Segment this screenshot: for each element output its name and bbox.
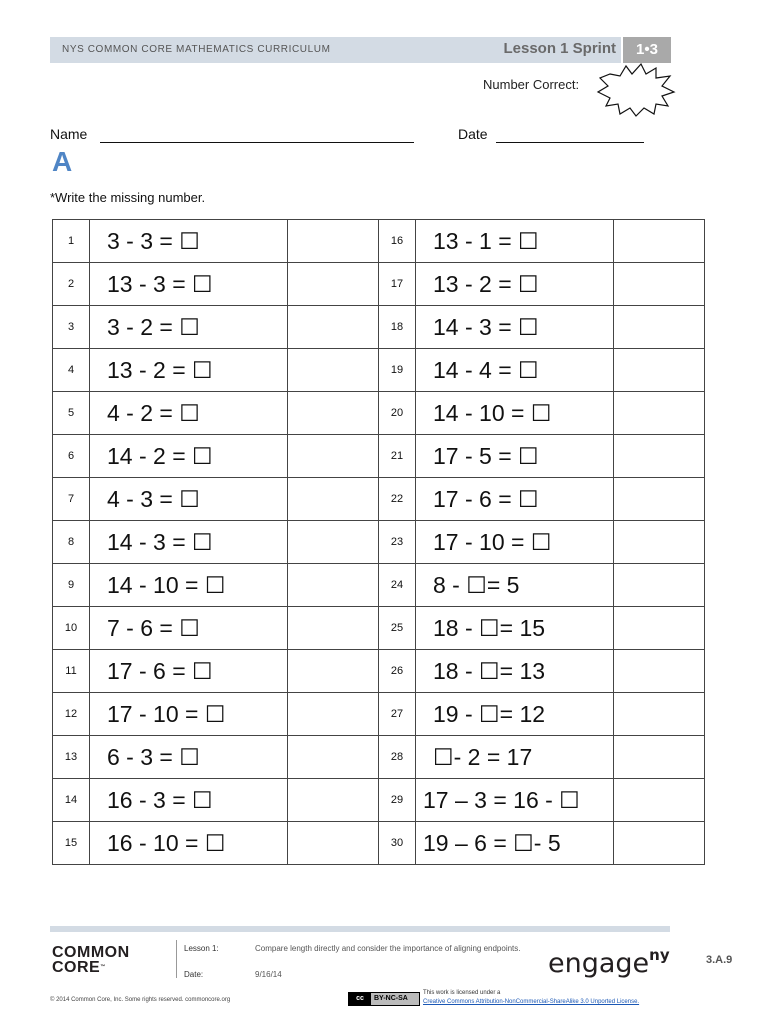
answer-cell[interactable]	[288, 306, 379, 349]
table-row	[53, 349, 705, 392]
problem-number: 17	[379, 263, 416, 306]
answer-cell[interactable]	[614, 736, 705, 779]
problem-number: 21	[379, 435, 416, 478]
table-row	[53, 435, 705, 478]
problem-expression: 14 - 3 = ☐	[90, 521, 288, 564]
problem-expression: 17 - 6 = ☐	[90, 650, 288, 693]
answer-cell[interactable]	[614, 263, 705, 306]
name-field[interactable]	[100, 142, 414, 143]
page-code: 3.A.9	[706, 954, 733, 966]
table-row	[53, 607, 705, 650]
problem-number: 27	[379, 693, 416, 736]
answer-cell[interactable]	[288, 392, 379, 435]
answer-cell[interactable]	[614, 435, 705, 478]
problem-expression: 13 - 2 = ☐	[90, 349, 288, 392]
lesson-code-badge: 1•3	[623, 37, 671, 63]
answer-cell[interactable]	[288, 263, 379, 306]
problem-expression: 7 - 6 = ☐	[90, 607, 288, 650]
problem-number: 9	[53, 564, 90, 607]
problem-number: 29	[379, 779, 416, 822]
answer-cell[interactable]	[614, 478, 705, 521]
problem-expression: 17 - 5 = ☐	[416, 435, 614, 478]
problem-number: 14	[53, 779, 90, 822]
answer-cell[interactable]	[614, 521, 705, 564]
footer-lesson-label: Lesson 1:	[184, 944, 219, 953]
answer-cell[interactable]	[614, 650, 705, 693]
problem-number: 20	[379, 392, 416, 435]
problem-number: 26	[379, 650, 416, 693]
problem-number: 13	[53, 736, 90, 779]
problem-number: 15	[53, 822, 90, 865]
problem-expression: 4 - 3 = ☐	[90, 478, 288, 521]
problem-expression: 17 - 10 = ☐	[416, 521, 614, 564]
problem-number: 4	[53, 349, 90, 392]
answer-cell[interactable]	[288, 435, 379, 478]
problem-number: 22	[379, 478, 416, 521]
problem-expression: 17 - 6 = ☐	[416, 478, 614, 521]
problem-number: 2	[53, 263, 90, 306]
answer-cell[interactable]	[288, 607, 379, 650]
problem-expression: 4 - 2 = ☐	[90, 392, 288, 435]
problem-number: 23	[379, 521, 416, 564]
problem-expression: 13 - 3 = ☐	[90, 263, 288, 306]
answer-cell[interactable]	[614, 349, 705, 392]
creative-commons-badge-icon: cc BY-NC-SA	[348, 992, 420, 1006]
table-row	[53, 220, 705, 263]
problem-expression: 16 - 10 = ☐	[90, 822, 288, 865]
problem-number: 7	[53, 478, 90, 521]
common-core-logo: COMMON CORE™	[52, 944, 130, 976]
problem-expression: 8 - ☐= 5	[416, 564, 614, 607]
answer-cell[interactable]	[614, 392, 705, 435]
problem-expression: 14 - 3 = ☐	[416, 306, 614, 349]
problem-number: 5	[53, 392, 90, 435]
table-row	[53, 263, 705, 306]
answer-cell[interactable]	[288, 693, 379, 736]
answer-cell[interactable]	[288, 822, 379, 865]
lesson-title: Lesson 1 Sprint	[503, 40, 616, 57]
license-text: This work is licensed under a	[423, 990, 501, 996]
problem-number: 8	[53, 521, 90, 564]
problem-number: 3	[53, 306, 90, 349]
name-label: Name	[50, 126, 88, 142]
starburst-score-icon	[596, 62, 676, 118]
problem-number: 10	[53, 607, 90, 650]
answer-cell[interactable]	[288, 478, 379, 521]
table-row	[53, 478, 705, 521]
table-row	[53, 736, 705, 779]
problem-number: 11	[53, 650, 90, 693]
answer-cell[interactable]	[614, 779, 705, 822]
problem-expression: 14 - 10 = ☐	[416, 392, 614, 435]
problem-expression: 19 - ☐= 12	[416, 693, 614, 736]
engageny-logo: engage$^{ny}$	[548, 946, 670, 979]
problem-number: 1	[53, 220, 90, 263]
table-row	[53, 306, 705, 349]
table-row	[53, 650, 705, 693]
problem-number: 12	[53, 693, 90, 736]
instruction-text: *Write the missing number.	[50, 190, 206, 205]
problem-expression: ☐- 2 = 17	[416, 736, 614, 779]
sprint-letter: A	[52, 146, 73, 177]
footer-date-value: 9/16/14	[255, 970, 282, 979]
table-row	[53, 392, 705, 435]
problem-expression: 13 - 1 = ☐	[416, 220, 614, 263]
date-label: Date	[458, 126, 488, 142]
problem-expression: 14 - 4 = ☐	[416, 349, 614, 392]
table-row	[53, 521, 705, 564]
curriculum-title: NYS COMMON CORE MATHEMATICS CURRICULUM	[62, 44, 331, 55]
footer-lesson-text: Compare length directly and consider the importance of aligning endpoints.	[255, 944, 521, 953]
problem-expression: 17 – 3 = 16 - ☐	[416, 779, 614, 822]
answer-cell[interactable]	[288, 650, 379, 693]
answer-cell[interactable]	[614, 306, 705, 349]
table-row	[53, 564, 705, 607]
problem-expression: 14 - 10 = ☐	[90, 564, 288, 607]
footer-divider	[176, 940, 177, 978]
problem-expression: 3 - 3 = ☐	[90, 220, 288, 263]
table-row	[53, 693, 705, 736]
table-row	[53, 822, 705, 865]
problem-number: 30	[379, 822, 416, 865]
answer-cell[interactable]	[614, 564, 705, 607]
problem-number: 19	[379, 349, 416, 392]
answer-cell[interactable]	[614, 822, 705, 865]
answer-cell[interactable]	[614, 693, 705, 736]
footer-date-label: Date:	[184, 970, 204, 979]
answer-cell[interactable]	[288, 779, 379, 822]
problem-expression: 16 - 3 = ☐	[90, 779, 288, 822]
answer-cell[interactable]	[288, 736, 379, 779]
license-link[interactable]: Creative Commons Attribution-NonCommercial-ShareAlike 3.0 Unported License.	[423, 999, 640, 1005]
sprint-table	[52, 219, 705, 865]
answer-cell[interactable]	[288, 564, 379, 607]
problem-expression: 3 - 2 = ☐	[90, 306, 288, 349]
problem-expression: 18 - ☐= 15	[416, 607, 614, 650]
problem-expression: 13 - 2 = ☐	[416, 263, 614, 306]
table-row	[53, 779, 705, 822]
problem-number: 24	[379, 564, 416, 607]
problem-number: 28	[379, 736, 416, 779]
problem-number: 25	[379, 607, 416, 650]
problem-expression: 17 - 10 = ☐	[90, 693, 288, 736]
answer-cell[interactable]	[288, 349, 379, 392]
problem-expression: 19 – 6 = ☐- 5	[416, 822, 614, 865]
problem-expression: 18 - ☐= 13	[416, 650, 614, 693]
problem-expression: 6 - 3 = ☐	[90, 736, 288, 779]
answer-cell[interactable]	[288, 220, 379, 263]
footer-rule	[50, 926, 670, 932]
answer-cell[interactable]	[614, 220, 705, 263]
problem-number: 6	[53, 435, 90, 478]
problem-expression: 14 - 2 = ☐	[90, 435, 288, 478]
problem-number: 16	[379, 220, 416, 263]
number-correct-label: Number Correct:	[483, 77, 580, 92]
copyright-text: © 2014 Common Core, Inc. Some rights reserved. commoncore.org	[50, 997, 231, 1003]
problem-number: 18	[379, 306, 416, 349]
answer-cell[interactable]	[614, 607, 705, 650]
date-field[interactable]	[496, 142, 644, 143]
answer-cell[interactable]	[288, 521, 379, 564]
